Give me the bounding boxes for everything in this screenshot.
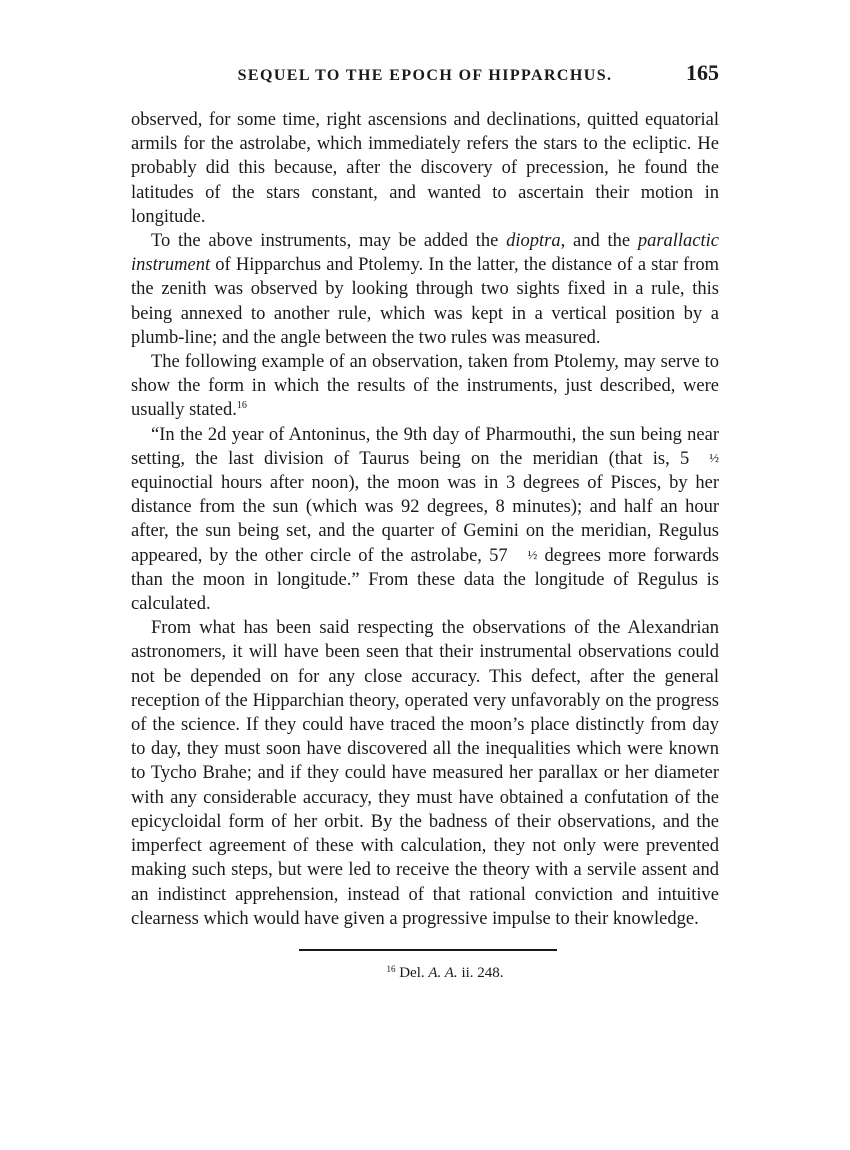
paragraph-4-quotation: “In the 2d year of Antoninus, the 9th day of Pharmouthi, the sun being near setting, the last division of Taurus being on the meridian (that is, 5 ½ equinoctial hours after noon), the moon was in 3 degrees of Pisces, by her distance from the sun (which was 92 degrees, 8 minutes); and half an hour after, the sun being set, and the quarter of Gemini on the meridian, Regulus appeared, by the other circle of the astrolabe, 57 ½ degrees more forwards than the moon in longitude.” From these data the longitude of Regulus is calculated. bbox=[131, 424, 719, 615]
running-title: SEQUEL TO THE EPOCH OF HIPPARCHUS. bbox=[237, 67, 613, 84]
paragraph-2-text-c: of Hipparchus and Ptolemy. In the latter, the distance of a star from the zenith was observed by looking through two sights fixed in a rule, this being annexed to another rule, which was kept in a vertical position by a plumb-line; and the angle between the two rules was measured. bbox=[131, 255, 719, 348]
footnote-text-italic: A. A. bbox=[428, 964, 458, 981]
paragraph-2-text-a: To the above instruments, may be added the bbox=[151, 231, 507, 252]
footnote-marker: 16 bbox=[386, 963, 396, 974]
book-page bbox=[131, 60, 719, 982]
paragraph-4-text-c: degrees more forwards than the moon in longitude.” From these data the longitude of Regulus is calculated. bbox=[131, 545, 719, 615]
paragraph-5: From what has been said respecting the observations of the Alexandrian astronomers, it will have been seen that their instrumental observations could not be depended on for any close accuracy. This defect, after the general reception of the Hipparchian theory, operated very unfavorably on the progress of the science. If they could have traced the moon’s place distinctly from day to day, they must soon have discovered all the inequalities which were known to Tycho Brahe; and if they could have measured her parallax or her diameter with any considerable accuracy, they must have obtained a confutation of the epicycloidal form of her orbit. By the badness of their observations, and the imperfect agreement of these with calculation, they not only were prevented making such steps, but were led to receive the theory with a servile assent and an indistinct apprehension, instead of that rational conviction and intuitive clearness which would have given a progressive impulse to their knowledge. bbox=[131, 618, 719, 929]
paragraph-4-text-a: “In the 2d year of Antoninus, the 9th day of Pharmouthi, the sun being near setting, the last division of Taurus being on the meridian (that is, 5 bbox=[131, 424, 719, 469]
paragraph-2-text-b: , and the bbox=[560, 231, 638, 252]
footnote-text-b: ii. 248. bbox=[457, 964, 504, 981]
paragraph-4-text-b: equinoctial hours after noon), the moon was in 3 degrees of Pisces, by her distance from the sun (which was 92 degrees, 8 minutes); and half an hour after, the sun being set, and the quarter of Gemini on the meridian, Regulus appeared, by the other circle of the astrolabe, 57 bbox=[131, 473, 719, 566]
page-number: 165 bbox=[686, 60, 719, 85]
running-head bbox=[131, 60, 719, 94]
dioptra-term: dioptra bbox=[506, 231, 561, 252]
footnote bbox=[131, 965, 719, 982]
paragraph-2 bbox=[131, 229, 719, 350]
paragraph-3 bbox=[131, 350, 719, 423]
parallactic-instrument-term: parallactic instrument bbox=[131, 231, 720, 276]
paragraph-1: observed, for some time, right ascensions and declinations, quitted equatorial armils for the astrolabe, which immediately refers the stars to the ecliptic. He probably did this because, after the discovery of precession, he found the latitudes of the stars constant, and wanted to ascertain their motion in longitude. bbox=[131, 110, 719, 227]
footnote-text-a: Del. bbox=[395, 964, 429, 981]
paragraph-3-text: The following example of an observation, taken from Ptolemy, may serve to show the form in which the results of the instruments, just described, were usually stated. bbox=[131, 352, 719, 421]
footnote-reference: 16 bbox=[236, 400, 247, 412]
body-text bbox=[131, 108, 719, 931]
footnote-divider bbox=[299, 949, 557, 951]
